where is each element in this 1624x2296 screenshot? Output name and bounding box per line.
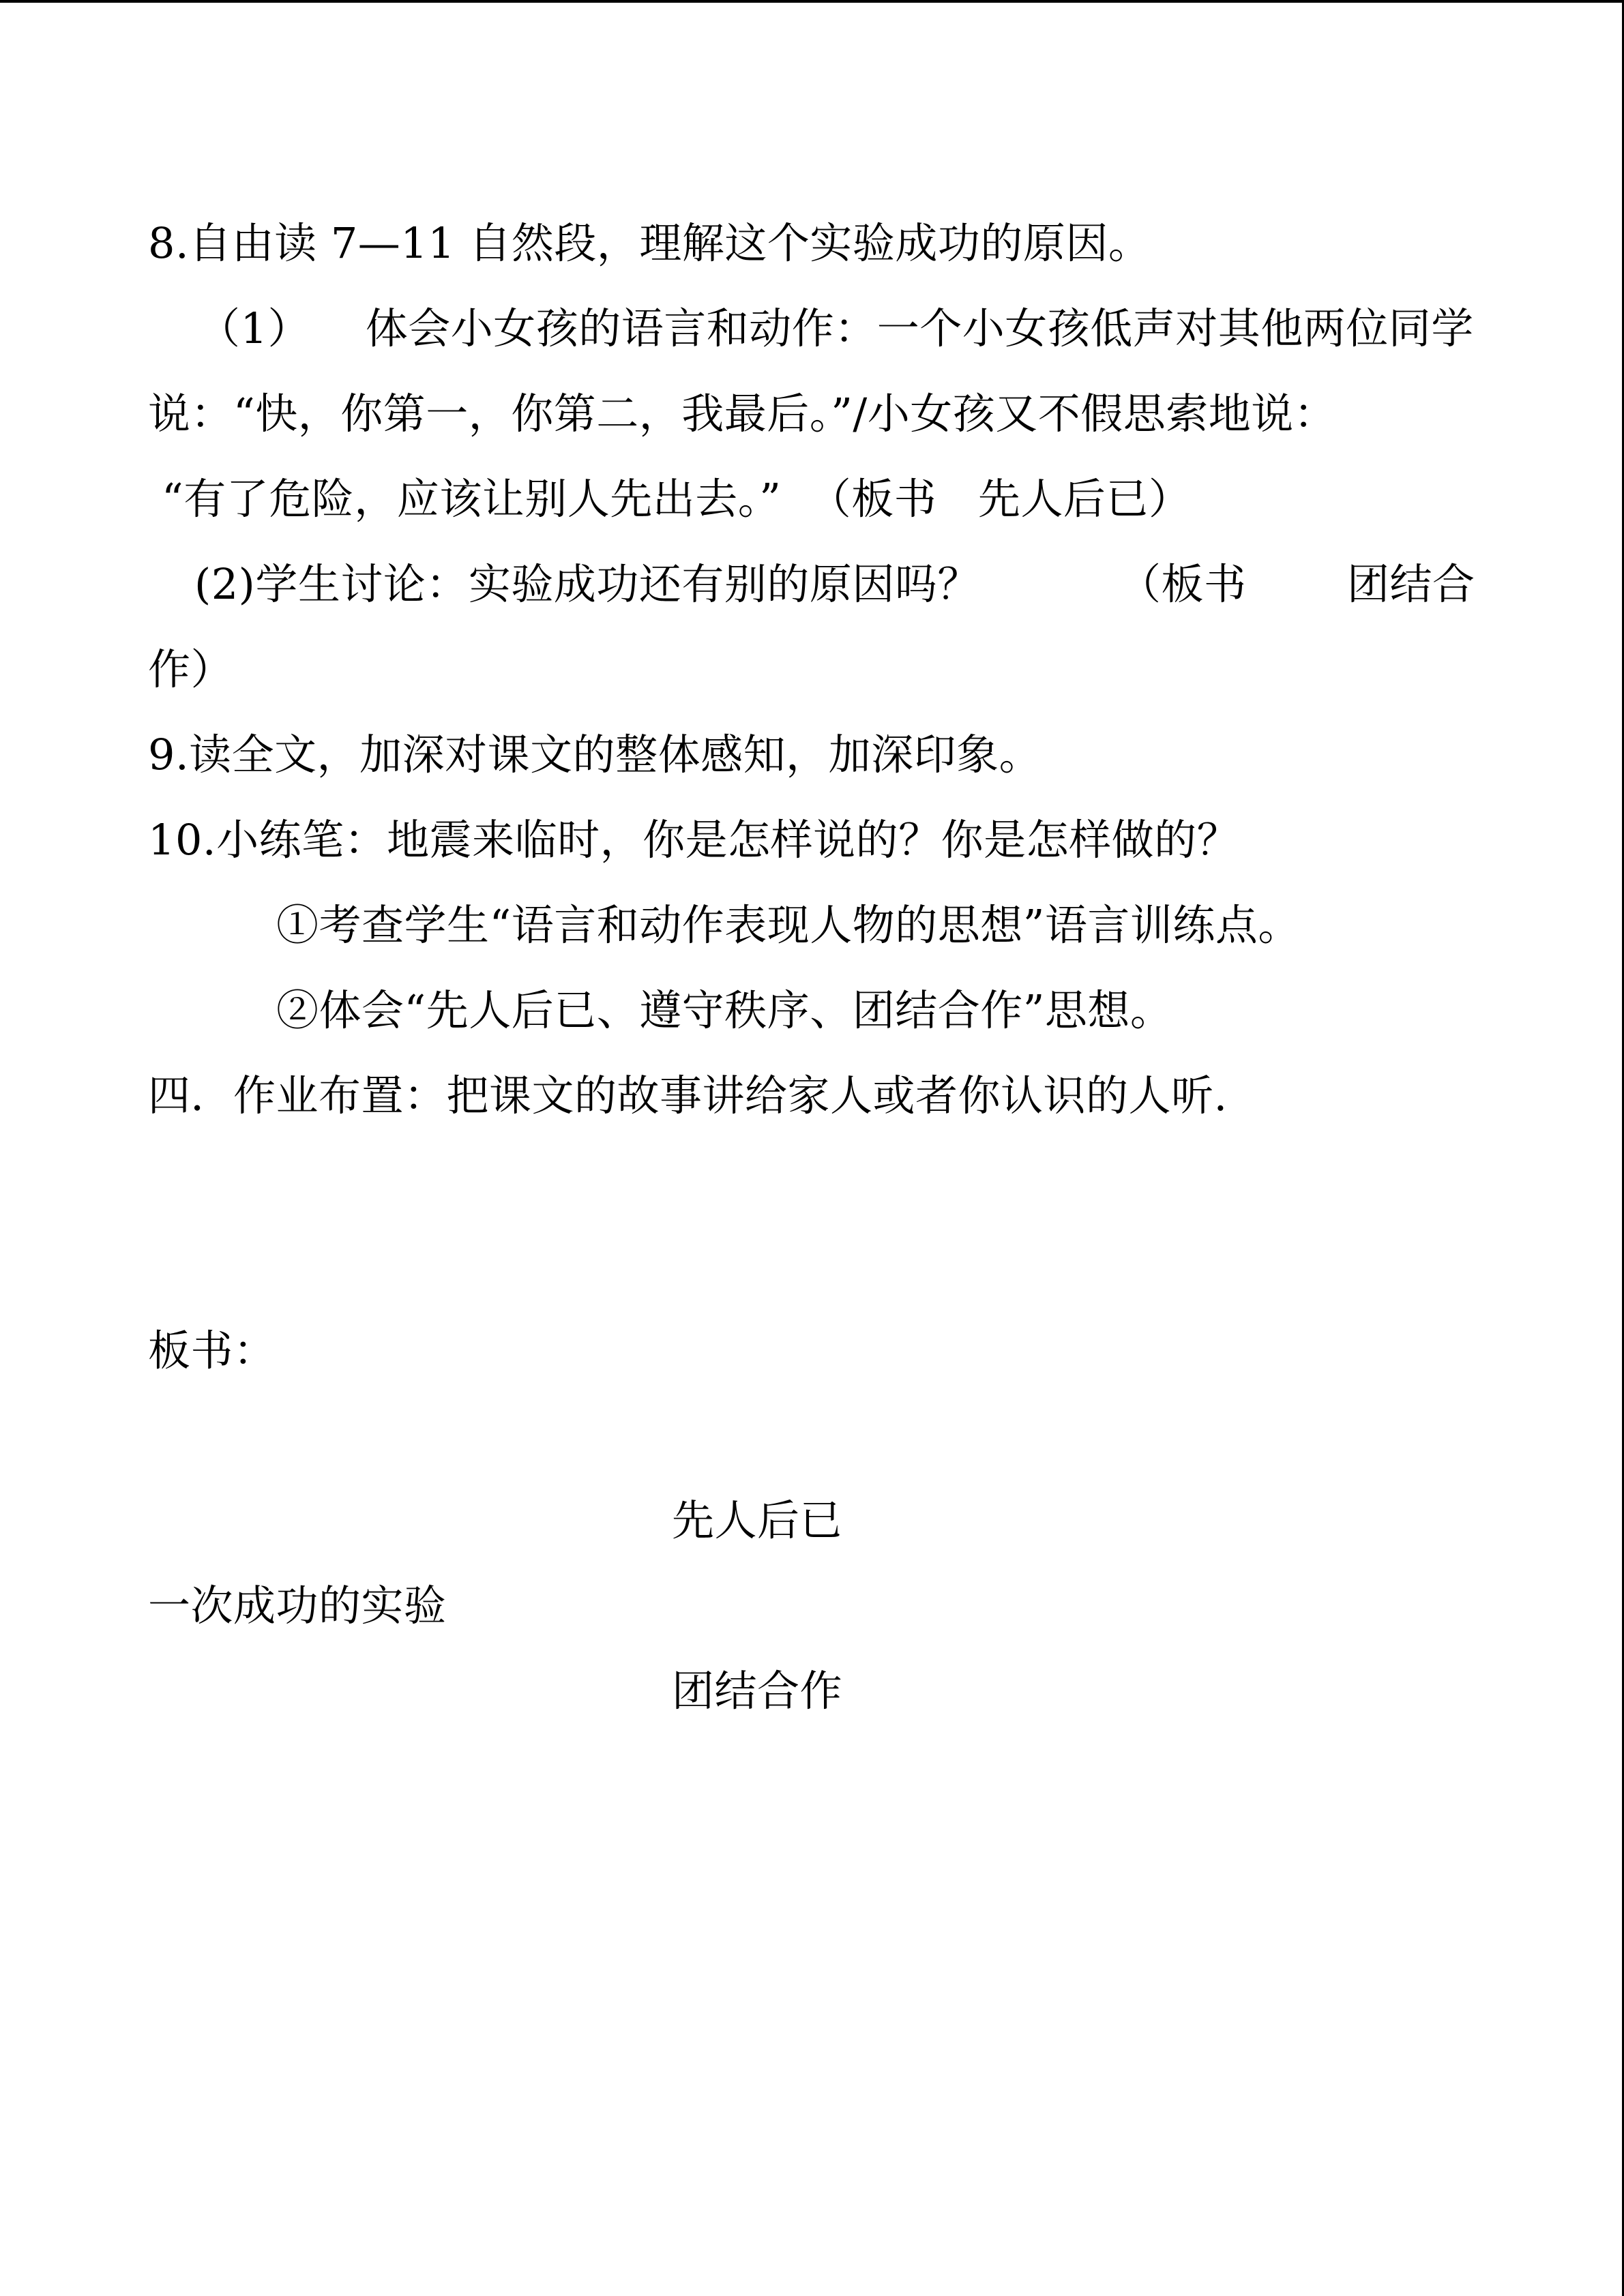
step8-item1-line3: “有了危险，应该让别人先出去。” （板书 先人后已） (162, 474, 1192, 524)
step8-item1-line2: 说：“快，你第一，你第二，我最后。”/小女孩又不假思索地说： (148, 389, 1337, 438)
step8-item2-board-note: （板书 (1119, 559, 1247, 609)
step8-title: 8.自由读 7—11 自然段，理解这个实验成功的原因。 (148, 218, 1151, 268)
board-main-title: 一次成功的实验 (148, 1581, 447, 1630)
step10-title: 10.小练笔：地震来临时，你是怎样说的？你是怎样做的？ (148, 815, 1240, 865)
board-bottom-branch: 团结合作 (672, 1666, 843, 1716)
board-label: 板书： (148, 1326, 276, 1375)
step10-point1: ①考查学生“语言和动作表现人物的思想”语言训练点。 (276, 900, 1301, 950)
step8-item1-line1: （1） 体会小女孩的语言和动作：一个小女孩低声对其他两位同学 (198, 303, 1474, 353)
step10-point2: ②体会“先人后已、遵守秩序、团结合作”思想。 (276, 985, 1173, 1035)
step9: 9.读全文，加深对课文的整体感知，加深印象。 (148, 730, 1042, 779)
step8-item2-line1: (2)学生讨论：实验成功还有别的原因吗？ (194, 559, 980, 609)
step8-item2-line2: 作） (148, 644, 234, 694)
board-top-branch: 先人后已 (672, 1495, 843, 1545)
step8-item2-board-note-text: 团结合 (1347, 559, 1475, 609)
homework: 四．作业布置：把课文的故事讲给家人或者你认识的人听. (148, 1071, 1228, 1120)
